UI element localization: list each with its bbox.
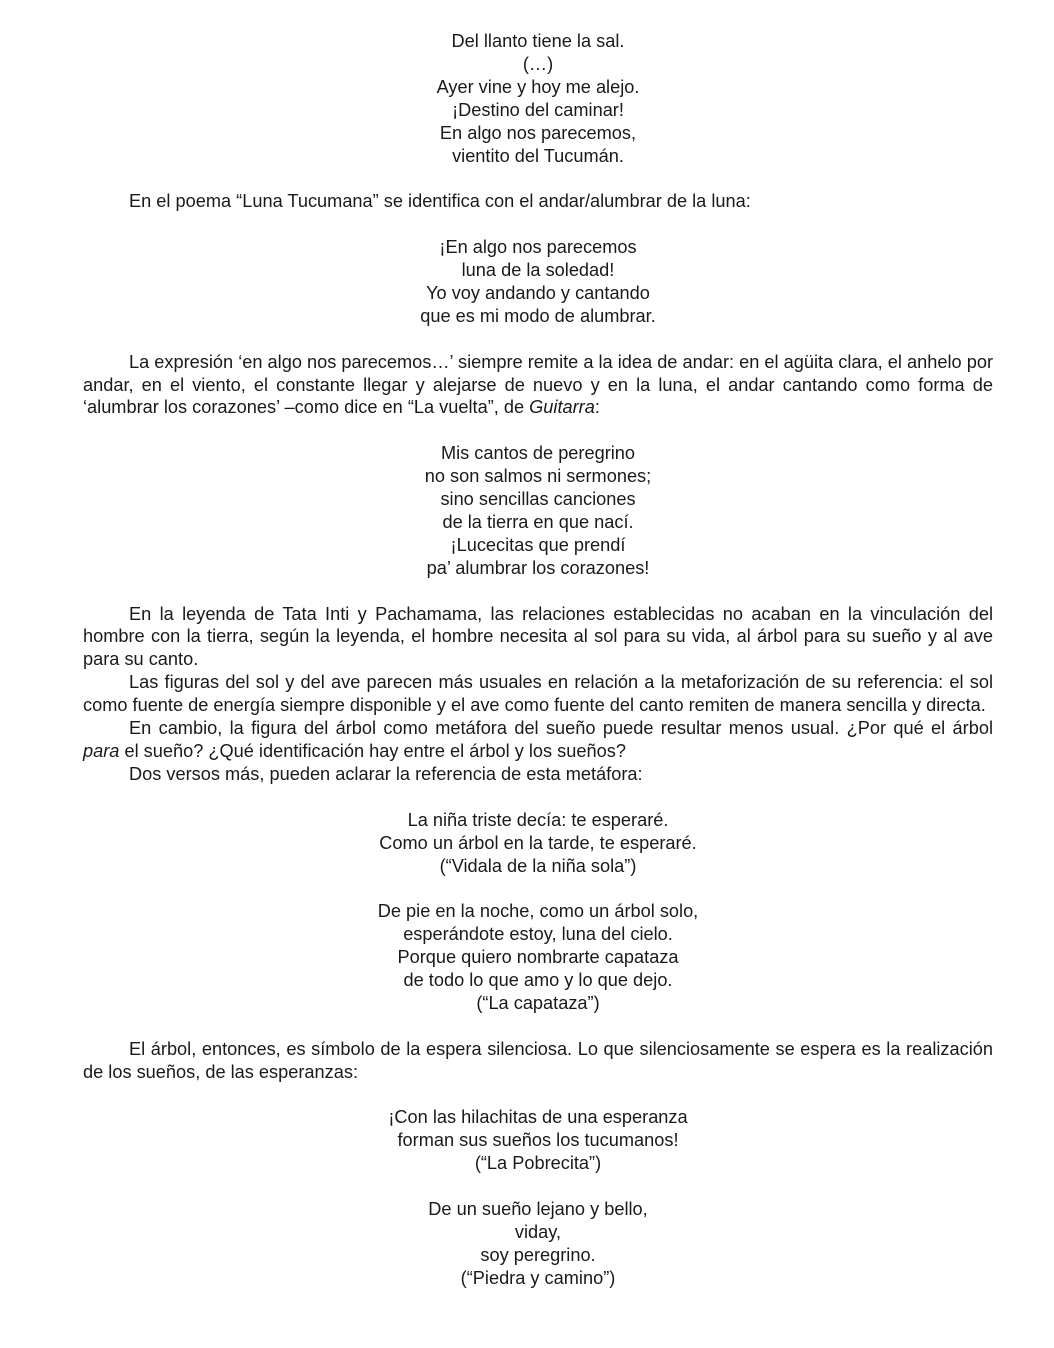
body-paragraph: El árbol, entonces, es símbolo de la espera silenciosa. Lo que silenciosamente se espera es la realización de los sueños, de las esperanzas: xyxy=(83,1038,993,1082)
verse-line: Porque quiero nombrarte capataza xyxy=(397,947,679,968)
paragraph-text: La expresión ‘en algo nos parecemos…’ siempre remite a la idea de andar: en el agüita clara, el anhelo por andar, en el viento, el constante llegar y alejarse de nuevo y en la luna, el andar cantando como forma de ‘alumbrar los corazones’ –como dice en “La vuelta”, de xyxy=(83,351,993,418)
verse-line: ¡Lucecitas que prendí xyxy=(450,534,626,555)
verse-line: no son salmos ni sermones; xyxy=(424,466,652,487)
verse-line: (…) xyxy=(522,53,554,74)
verse-line: luna de la soledad! xyxy=(461,260,615,281)
poem-stanza xyxy=(83,1198,993,1290)
verse-line: Como un árbol en la tarde, te esperaré. xyxy=(379,832,697,853)
poem-source: (“La Pobrecita”) xyxy=(474,1153,602,1174)
verse-line: ¡En algo nos parecemos xyxy=(439,237,637,258)
verse-line: Del llanto tiene la sal. xyxy=(451,31,625,51)
verse-line: de todo lo que amo y lo que dejo. xyxy=(403,970,673,991)
verse-line: pa’ alumbrar los corazones! xyxy=(426,557,650,578)
emphasis: para xyxy=(83,741,120,762)
body-paragraph xyxy=(83,351,993,420)
poem-stanza xyxy=(83,442,993,579)
body-paragraph: Dos versos más, pueden aclarar la referencia de esta metáfora: xyxy=(129,763,643,784)
verse-line: Yo voy andando y cantando xyxy=(426,282,650,303)
body-paragraph xyxy=(83,717,993,763)
verse-line: Mis cantos de peregrino xyxy=(440,443,636,464)
verse-line: De un sueño lejano y bello, xyxy=(428,1199,648,1220)
paragraph-tail: : xyxy=(594,397,600,418)
verse-line: forman sus sueños los tucumanos! xyxy=(397,1130,679,1151)
verse-line: Ayer vine y hoy me alejo. xyxy=(436,76,640,97)
paragraph-tail: el sueño? ¿Qué identificación hay entre el árbol y los sueños? xyxy=(119,741,626,762)
poem-source: (“Vidala de la niña sola”) xyxy=(439,855,637,876)
poem-stanza xyxy=(83,30,993,167)
poem-source: (“Piedra y camino”) xyxy=(460,1267,616,1288)
verse-line: viday, xyxy=(514,1221,562,1242)
poem-stanza xyxy=(83,236,993,328)
body-paragraph: En el poema “Luna Tucumana” se identifica con el andar/alumbrar de la luna: xyxy=(129,191,751,212)
verse-line: soy peregrino. xyxy=(480,1244,596,1265)
paragraph-text: En cambio, la figura del árbol como metáfora del sueño puede resultar menos usual. ¿Por qué el árbol xyxy=(129,718,993,739)
poem-stanza xyxy=(83,900,993,1015)
body-paragraph: Las figuras del sol y del ave parecen más usuales en relación a la metaforización de su referencia: el sol como fuente de energía siempre disponible y el ave como fuente del canto remiten de manera sencilla y directa. xyxy=(83,672,993,716)
poem-source: (“La capataza”) xyxy=(476,992,600,1013)
verse-line: de la tierra en que nací. xyxy=(442,511,634,532)
verse-line: De pie en la noche, como un árbol solo, xyxy=(377,901,699,922)
body-paragraph: En la leyenda de Tata Inti y Pachamama, las relaciones establecidas no acaban en la vinculación del hombre con la tierra, según la leyenda, el hombre necesita al sol para su vida, al árbol para su sueño y al ave para su canto. xyxy=(83,603,993,670)
poem-stanza xyxy=(83,1106,993,1175)
verse-line: vientito del Tucumán. xyxy=(452,145,624,166)
verse-line: sino sencillas canciones xyxy=(440,489,636,510)
verse-line: esperándote estoy, luna del cielo. xyxy=(403,924,673,945)
verse-line: que es mi modo de alumbrar. xyxy=(420,305,656,326)
verse-line: La niña triste decía: te esperaré. xyxy=(407,809,669,830)
verse-line: En algo nos parecemos, xyxy=(439,122,637,143)
poem-stanza xyxy=(83,809,993,878)
verse-line: ¡Destino del caminar! xyxy=(452,99,624,120)
verse-line: ¡Con las hilachitas de una esperanza xyxy=(388,1107,688,1128)
book-title: Guitarra xyxy=(529,397,595,418)
